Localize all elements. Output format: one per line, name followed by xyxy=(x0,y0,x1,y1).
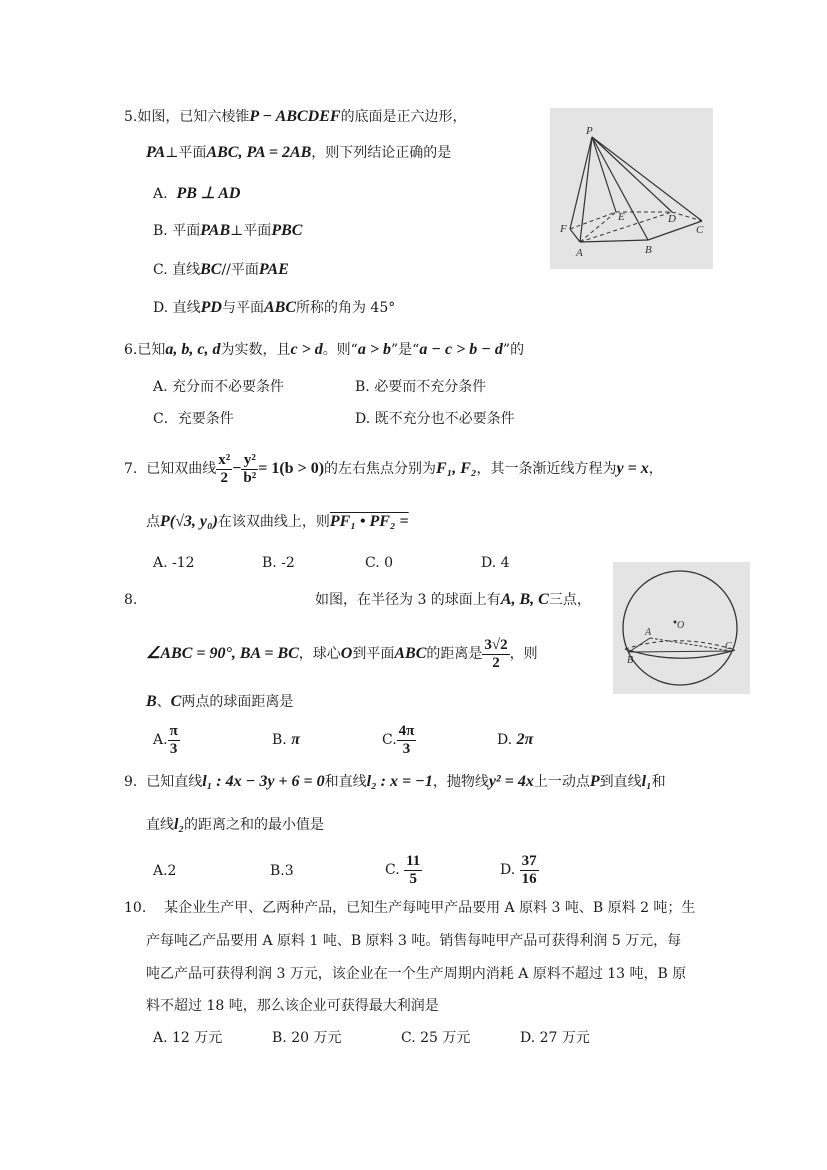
q9-option-c: C. $\frac{11}{5}$ xyxy=(385,852,421,887)
label-a: A xyxy=(645,627,652,638)
q7-stem: 7. 已知双曲线 $\frac{\text{x²}}{2}$ − $\frac{\text{y²}}{\text{b²}}$ = 1(b > 0)的左右焦点分别为F₁, F₂，其一条渐近线方程为y = x， xyxy=(124,451,663,486)
q8-option-a: A. $\frac{\pi}{3}$ xyxy=(153,722,178,757)
label-a: A xyxy=(576,247,583,259)
edge-dc xyxy=(672,212,702,221)
pyramid-diagram xyxy=(550,108,713,269)
label-f: F xyxy=(560,223,567,235)
q6-option-c: C．充要条件 xyxy=(153,411,234,427)
edge-pc xyxy=(592,137,702,221)
edge-pa xyxy=(580,137,592,242)
q9-stem-line2: 直线l₂的距离之和的最小值是 xyxy=(146,816,325,833)
q7-option-b: B. -2 xyxy=(262,555,295,571)
q5-pyramid-figure xyxy=(550,108,713,269)
q8-stem-line2: ∠ABC = 90°, BA = BC，球心O到平面ABC的距离是 $\frac{3√2}{2}$ ，则 xyxy=(146,636,538,671)
chord-bc xyxy=(629,651,731,652)
q9-option-b: B.3 xyxy=(270,863,294,879)
q5-option-b: B. 平面PAB⊥平面PBC xyxy=(153,222,303,239)
label-c: C xyxy=(696,224,704,236)
edge-fe xyxy=(570,212,616,229)
label-o: O xyxy=(677,620,685,631)
q5-stem-line2: PA⊥平面ABC, PA = 2AB，则下列结论正确的是 xyxy=(146,144,452,161)
edge-pf xyxy=(570,137,592,229)
q8-distance-fraction: $\frac{3√2}{2}$ xyxy=(484,636,508,671)
edge-fa xyxy=(570,229,580,242)
q10-line1: 10. 某企业生产甲、乙两种产品，已知生产每吨甲产品要用 A 原料 3 吨、B 原料 2 吨；生 xyxy=(124,900,696,916)
q8-option-c: C. $\frac{4\pi}{3}$ xyxy=(382,722,415,757)
q6-stem: 6.已知a, b, c, d为实数，且c > d。则“a > b”是“a − c > b − d”的 xyxy=(124,341,525,358)
q10-option-d: D. 27 万元 xyxy=(520,1030,590,1046)
chord-ac xyxy=(650,638,731,651)
q10-line3: 吨乙产品可获得利润 3 万元，该企业在一个生产周期内消耗 A 原料不超过 13 吨，B 原 xyxy=(146,966,687,982)
q7-option-d: D. 4 xyxy=(481,555,510,571)
label-p: P xyxy=(586,125,593,137)
q8-sphere-figure xyxy=(613,562,750,694)
label-c: C xyxy=(725,641,732,652)
q7-option-c: C. 0 xyxy=(365,555,394,571)
sphere-diagram xyxy=(613,562,750,694)
q6-option-a: A. 充分而不必要条件 xyxy=(153,379,285,395)
q10-line2: 产每吨乙产品要用 A 原料 1 吨、B 原料 3 吨。销售每吨甲产品可获得利润 5 万元，每 xyxy=(146,933,682,949)
chord-ab xyxy=(629,638,650,652)
label-d: D xyxy=(668,213,676,225)
q6-option-b: B. 必要而不充分条件 xyxy=(355,379,487,395)
q10-option-b: B. 20 万元 xyxy=(272,1030,342,1046)
section-front-arc xyxy=(625,649,735,658)
q8-stem: 如图，在半径为 3 的球面上有A, B, C三点， xyxy=(315,591,591,608)
q8-stem-line3: B、C两点的球面距离是 xyxy=(146,693,294,710)
label-b: B xyxy=(627,655,634,666)
q10-option-c: C. 25 万元 xyxy=(401,1030,471,1046)
q6-option-d: D. 既不充分也不必要条件 xyxy=(355,411,515,427)
diag-ae xyxy=(580,212,616,242)
edge-ab xyxy=(580,240,648,242)
q7-fraction-y: $\frac{\text{y²}}{\text{b²}}$ xyxy=(243,451,257,486)
q5-option-d: D. 直线PD与平面ABC所称的角为 45° xyxy=(153,299,396,316)
q8-option-b: B. π xyxy=(272,731,300,748)
q7-fraction-x: $\frac{\text{x²}}{2}$ xyxy=(218,451,231,486)
q5-option-c: C. 直线BC//平面PAE xyxy=(153,261,289,278)
q9-option-d: D. $\frac{37}{16}$ xyxy=(500,852,537,887)
q8-option-d: D. 2π xyxy=(497,731,534,748)
q10-option-a: A. 12 万元 xyxy=(153,1030,223,1046)
diag-ad xyxy=(580,212,672,242)
label-b: B xyxy=(645,244,652,256)
q9-option-a: A.2 xyxy=(153,863,177,879)
q7-stem-line2: 点P(√3, y₀)在该双曲线上，则PF₁ • PF₂ = xyxy=(146,513,409,530)
q9-stem: 9. 已知直线l₁ : 4x − 3y + 6 = 0和直线l₂ : x = −1，抛物线y² = 4x上一动点P到直线l₁和 xyxy=(124,773,666,790)
q5-stem: 5.如图，已知六棱锥P − ABCDEF的底面是正六边形， xyxy=(124,108,467,125)
q7-option-a: A. -12 xyxy=(153,555,195,571)
q5-option-a: A. PB ⊥ AD xyxy=(153,185,241,202)
section-back-arc xyxy=(625,641,735,650)
edge-pb xyxy=(592,137,648,240)
label-e: E xyxy=(618,211,625,223)
q8-number: 8. xyxy=(124,592,138,608)
q10-line4: 料不超过 18 吨，那么该企业可获得最大利润是 xyxy=(146,998,439,1014)
